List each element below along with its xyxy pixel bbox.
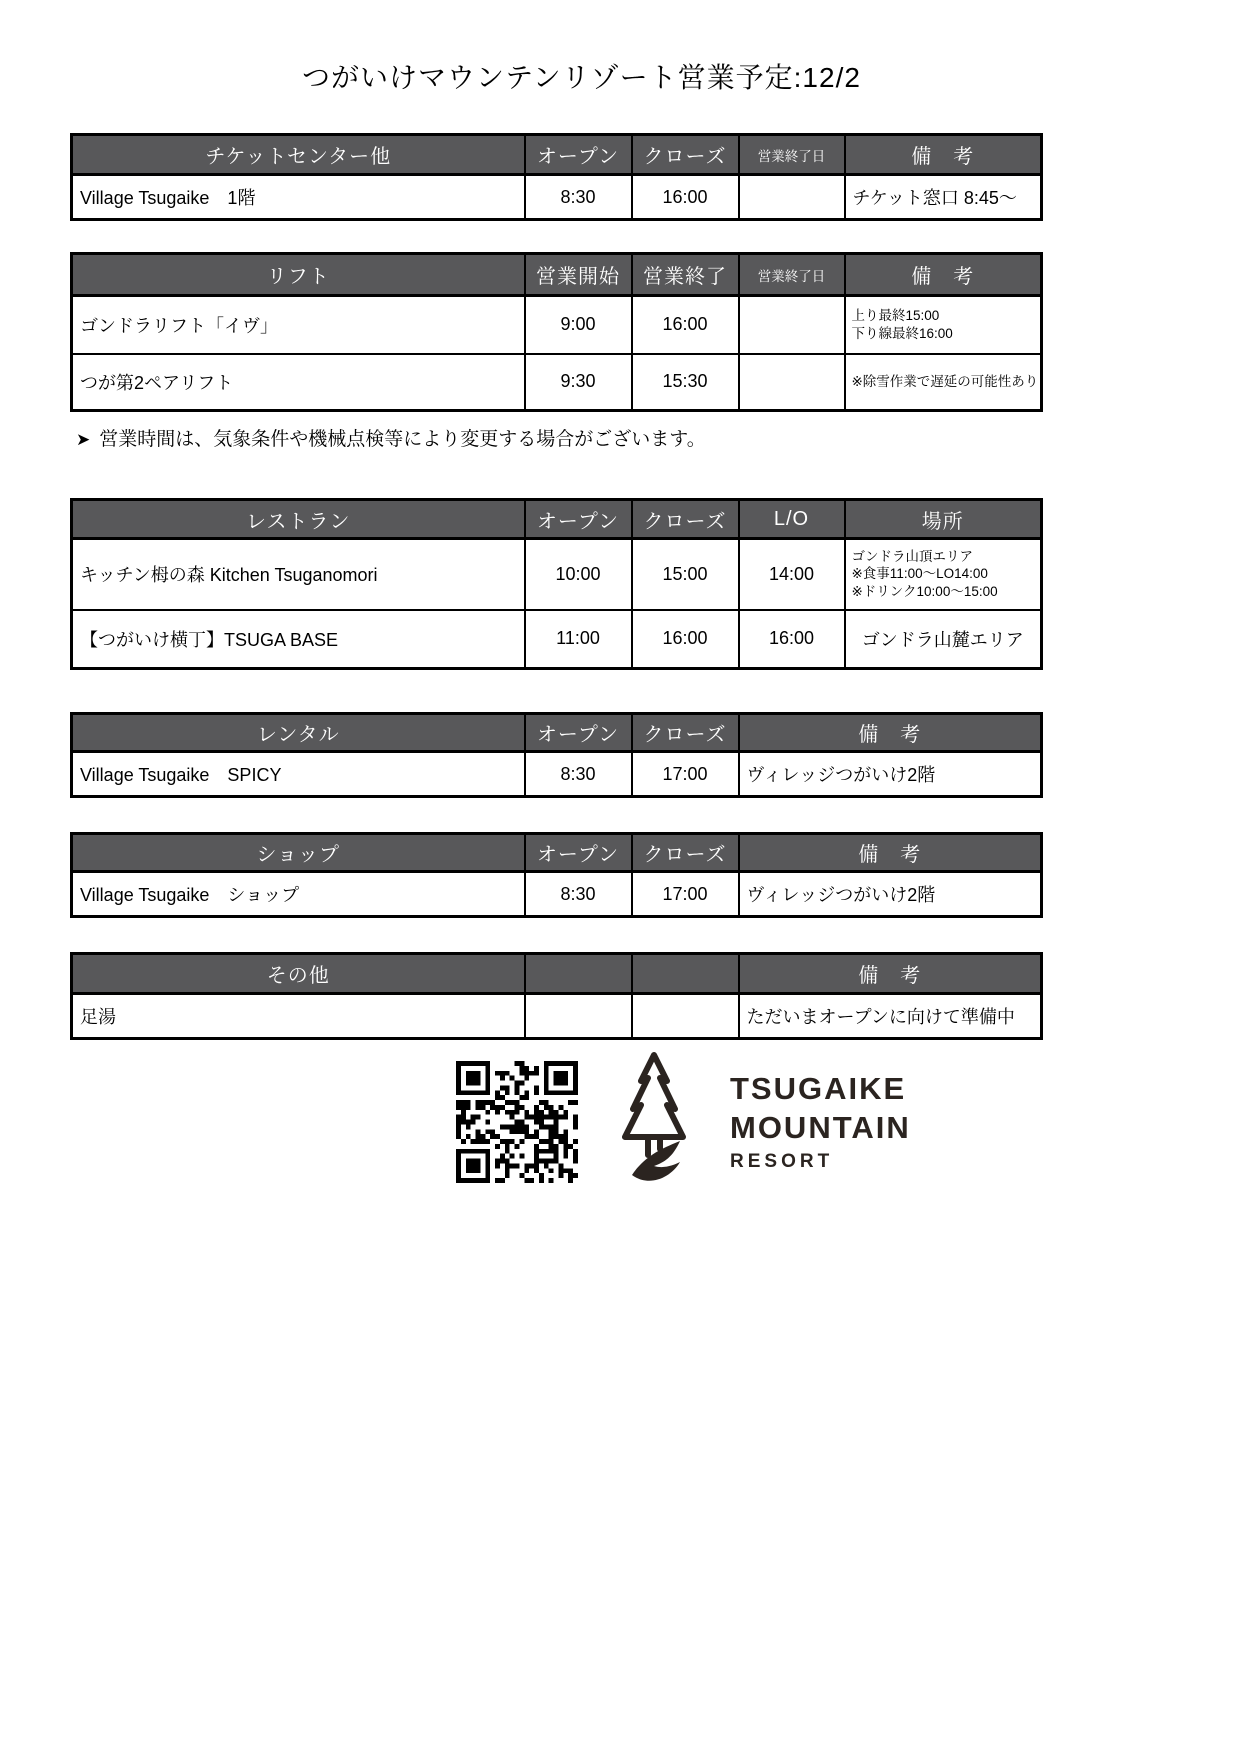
restaurant-col-close: クローズ	[632, 500, 739, 539]
close-time: 15:00	[632, 539, 739, 610]
close-time: 16:00	[632, 296, 739, 354]
lift-col-start: 営業開始	[525, 254, 632, 296]
rental-col-open: オープン	[525, 714, 632, 752]
table-row	[72, 354, 1042, 411]
rental-col-remarks: 備 考	[739, 714, 1042, 752]
close-time: 17:00	[632, 872, 739, 917]
close-time: 17:00	[632, 752, 739, 797]
shop-col-open: オープン	[525, 834, 632, 872]
restaurant-table-title: レストラン	[72, 500, 525, 539]
place	[845, 539, 1042, 610]
shop-col-close: クローズ	[632, 834, 739, 872]
last-order-time: 16:00	[739, 610, 845, 669]
open-time: 9:00	[525, 296, 632, 354]
open-time: 11:00	[525, 610, 632, 669]
restaurant-table	[70, 498, 1043, 670]
shop-col-remarks: 備 考	[739, 834, 1042, 872]
remark: ヴィレッジつがいけ2階	[739, 872, 1042, 917]
remark: ただいまオープンに向けて準備中	[739, 994, 1042, 1039]
facility-name: 【つがいけ横丁】TSUGA BASE	[72, 610, 525, 669]
shop-table	[70, 832, 1043, 918]
facility-name: 足湯	[72, 994, 525, 1039]
ticket-col-remarks: 備 考	[845, 135, 1042, 175]
arrow-icon: ➤	[76, 430, 91, 449]
close-time: 15:30	[632, 354, 739, 411]
ticket-table-title: チケットセンター他	[72, 135, 525, 175]
remark-line: 下り線最終16:00	[851, 325, 953, 341]
place: ゴンドラ山麓エリア	[845, 610, 1042, 669]
open-time: 8:30	[525, 752, 632, 797]
table-row	[72, 610, 1042, 669]
table-row	[72, 296, 1042, 354]
end-date	[739, 354, 845, 411]
close-time: 16:00	[632, 610, 739, 669]
remark: ヴィレッジつがいけ2階	[739, 752, 1042, 797]
qr-code	[456, 1061, 578, 1183]
lift-table	[70, 252, 1043, 412]
other-table-title: その他	[72, 954, 525, 994]
ticket-col-end-date: 営業終了日	[739, 135, 845, 175]
close-time	[632, 994, 739, 1039]
restaurant-col-open: オープン	[525, 500, 632, 539]
ticket-col-close: クローズ	[632, 135, 739, 175]
open-time: 10:00	[525, 539, 632, 610]
facility-name: つが第2ペアリフト	[72, 354, 525, 411]
table-row	[72, 872, 1042, 917]
logo-line-3: RESORT	[730, 1150, 834, 1172]
lift-table-title: リフト	[72, 254, 525, 296]
other-col-remarks: 備 考	[739, 954, 1042, 994]
open-time	[525, 994, 632, 1039]
table-row	[72, 752, 1042, 797]
other-col-close	[632, 954, 739, 994]
logo-line-1: TSUGAIKE	[730, 1070, 907, 1106]
ticket-center-table	[70, 133, 1043, 221]
other-col-open	[525, 954, 632, 994]
note-text: 営業時間は、気象条件や機械点検等により変更する場合がございます。	[99, 429, 706, 450]
facility-name: Village Tsugaike SPICY	[72, 752, 525, 797]
schedule-note	[76, 424, 706, 451]
restaurant-col-place: 場所	[845, 500, 1042, 539]
last-order-time: 14:00	[739, 539, 845, 610]
lift-col-end-date: 営業終了日	[739, 254, 845, 296]
logo-wordmark	[730, 1070, 911, 1172]
other-table	[70, 952, 1043, 1040]
remark-line: 上り最終15:00	[851, 307, 940, 323]
table-row	[72, 994, 1042, 1039]
lift-col-remarks: 備 考	[845, 254, 1042, 296]
close-time: 16:00	[632, 175, 739, 220]
table-row	[72, 539, 1042, 610]
tree-logo-icon	[604, 1046, 704, 1197]
end-date	[739, 175, 845, 220]
logo-line-2: MOUNTAIN	[730, 1109, 911, 1145]
facility-name: Village Tsugaike 1階	[72, 175, 525, 220]
rental-col-close: クローズ	[632, 714, 739, 752]
open-time: 9:30	[525, 354, 632, 411]
facility-name: キッチン栂の森 Kitchen Tsuganomori	[72, 539, 525, 610]
place-line: ゴンドラ山頂エリア	[851, 548, 973, 564]
remark: ※除雪作業で遅延の可能性あり	[845, 354, 1042, 411]
open-time: 8:30	[525, 175, 632, 220]
restaurant-col-lo: L/O	[739, 500, 845, 539]
facility-name: Village Tsugaike ショップ	[72, 872, 525, 917]
end-date	[739, 296, 845, 354]
footer	[456, 1046, 911, 1197]
place-line: ※食事11:00～LO14:00	[851, 566, 988, 582]
table-row	[72, 175, 1042, 220]
lift-col-finish: 営業終了	[632, 254, 739, 296]
open-time: 8:30	[525, 872, 632, 917]
page-title: つがいけマウンテンリゾート営業予定:12/2	[302, 62, 861, 93]
remark: チケット窓口 8:45～	[845, 175, 1042, 220]
place-line: ※ドリンク10:00～15:00	[851, 584, 998, 600]
shop-table-title: ショップ	[72, 834, 525, 872]
rental-table	[70, 712, 1043, 798]
rental-table-title: レンタル	[72, 714, 525, 752]
facility-name: ゴンドラリフト「イヴ」	[72, 296, 525, 354]
ticket-col-open: オープン	[525, 135, 632, 175]
remark	[845, 296, 1042, 354]
